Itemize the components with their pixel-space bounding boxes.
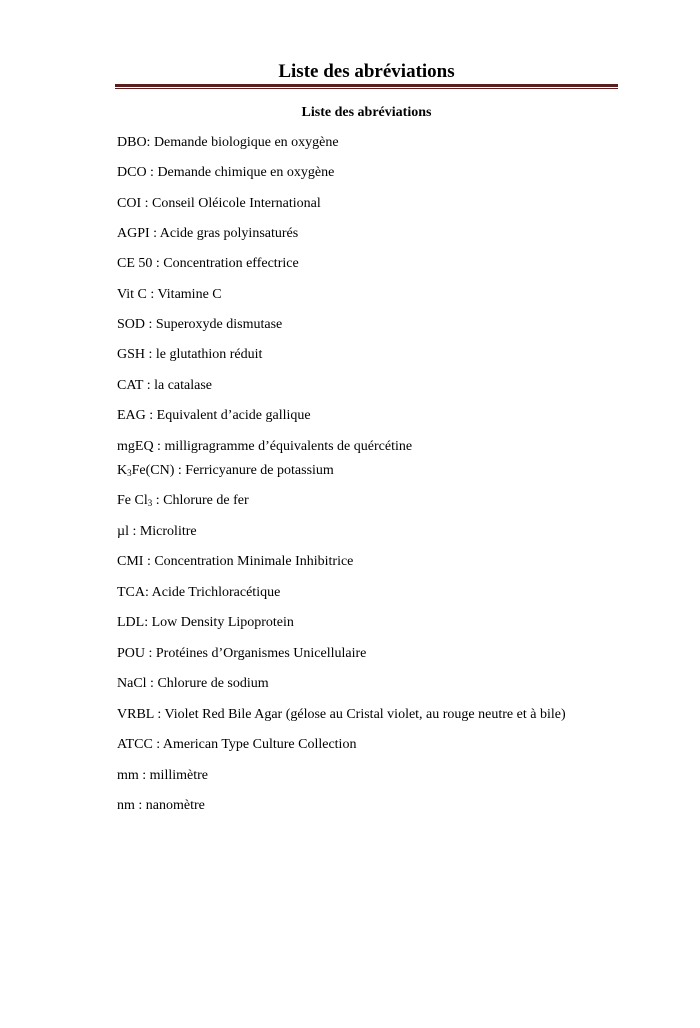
abbreviation-text: LDL: Low Density Lipoprotein <box>117 615 294 630</box>
abbreviation-item <box>117 438 412 456</box>
abbreviation-item <box>117 492 249 510</box>
abbreviation-item <box>117 346 262 364</box>
abbreviation-item <box>117 316 282 334</box>
abbreviation-text: CE 50 : Concentration effectrice <box>117 256 299 271</box>
abbreviation-text: µl : Microlitre <box>117 524 197 539</box>
abbreviation-text: EAG : Equivalent d’acide gallique <box>117 408 311 423</box>
abbreviation-item <box>117 377 212 395</box>
abbreviation-item <box>117 134 339 152</box>
abbreviation-text: ATCC : American Type Culture Collection <box>117 737 357 752</box>
formula-subscript: 3 <box>127 468 132 478</box>
abbreviation-item <box>117 645 366 663</box>
header-double-rule <box>115 84 618 89</box>
abbreviation-text: Fe(CN) : Ferricyanure de potassium <box>131 463 334 478</box>
abbreviation-text: DCO : Demande chimique en oxygène <box>117 165 335 180</box>
abbreviation-item <box>117 706 566 724</box>
abbreviation-text: nm : nanomètre <box>117 798 205 813</box>
header-rule-thin <box>115 88 618 89</box>
abbreviation-text: VRBL : Violet Red Bile Agar (gélose au Cristal violet, au rouge neutre et à bile) <box>117 707 566 722</box>
abbreviation-item <box>117 286 222 304</box>
abbreviation-item <box>117 614 294 632</box>
abbreviation-item <box>117 523 197 541</box>
abbreviation-item <box>117 767 208 785</box>
abbreviation-item <box>117 797 205 815</box>
abbreviation-text: SOD : Superoxyde dismutase <box>117 317 283 332</box>
abbreviation-item <box>117 255 299 273</box>
abbreviation-text: TCA: Acide Trichloracétique <box>117 585 281 600</box>
abbreviation-text: GSH : le glutathion réduit <box>117 347 263 362</box>
abbreviation-item <box>117 462 334 480</box>
abbreviation-item <box>117 225 298 243</box>
abbreviation-item <box>117 164 334 182</box>
abbreviation-text: NaCl : Chlorure de sodium <box>117 676 269 691</box>
running-header-title: Liste des abréviations <box>278 61 455 82</box>
abbreviation-text: CAT : la catalase <box>117 378 212 393</box>
abbreviation-text: POU : Protéines d’Organismes Unicellulaire <box>117 646 367 661</box>
section-title: Liste des abréviations <box>301 105 432 120</box>
formula-text: K <box>117 463 128 478</box>
abbreviation-item <box>117 675 269 693</box>
abbreviation-item <box>117 195 321 213</box>
header-rule-thick <box>115 84 618 87</box>
formula-text: Fe Cl <box>117 493 148 508</box>
formula-subscript: 3 <box>147 498 153 508</box>
abbreviation-text: AGPI : Acide gras polyinsaturés <box>117 226 299 241</box>
abbreviation-item <box>117 584 280 602</box>
abbreviation-item <box>117 736 356 754</box>
abbreviation-text: DBO: Demande biologique en oxygène <box>117 135 339 150</box>
abbreviation-text: COI : Conseil Oléicole International <box>117 196 321 211</box>
abbreviation-item <box>117 553 353 571</box>
abbreviation-text: Vit C : Vitamine C <box>117 287 222 302</box>
abbreviation-text: : Chlorure de fer <box>152 493 249 508</box>
abbreviation-text: CMI : Concentration Minimale Inhibitrice <box>117 554 354 569</box>
abbreviation-item <box>117 407 311 425</box>
abbreviation-text: mm : millimètre <box>117 768 208 783</box>
abbreviation-text: mgEQ : milligragramme d’équivalents de quércétine <box>117 439 413 454</box>
